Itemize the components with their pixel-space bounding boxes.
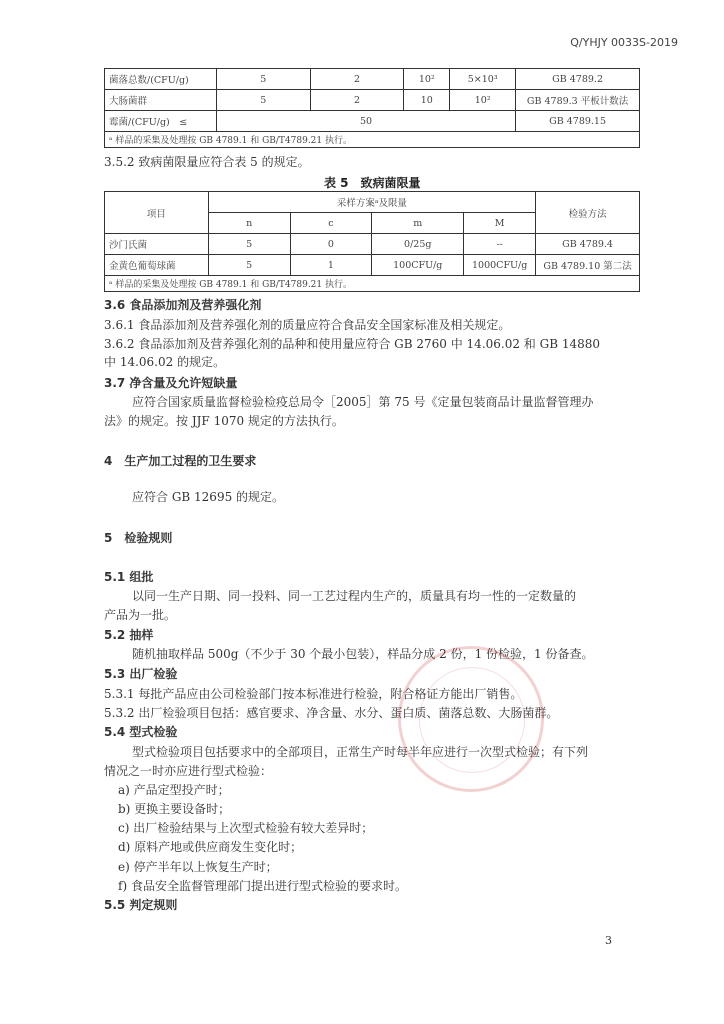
list-item: d) 原料产地或供应商发生变化时； [118,840,303,854]
cell-item: 大肠菌群 [105,90,217,111]
cell-item: 金黄色葡萄球菌 [105,255,209,276]
paragraph-5-1-line2: 产品为一批。 [104,608,177,622]
paragraph-3-6-2-line2: 中 14.06.02 的规定。 [104,355,226,369]
paragraph-3-6-1: 3.6.1 食品添加剂及营养强化剂的质量应符合食品安全国家标准及相关规定。 [104,318,511,332]
cell-n: 5 [216,69,310,90]
paragraph-5-3-1: 5.3.1 每批产品应由公司检验部门按本标准进行检验，附合格证方能出厂销售。 [104,687,523,701]
paragraph-4: 应符合 GB 12695 的规定。 [132,490,285,504]
section-3-6-heading: 3.6 食品添加剂及营养强化剂 [104,298,262,312]
paragraph-5-2: 随机抽取样品 500g（不少于 30 个最小包装），样品分成 2 份，1 份检验，1 份备查。 [132,647,594,661]
table-note: ᵃ 样品的采集及处理按 GB 4789.1 和 GB/T4789.21 执行。 [105,132,640,148]
cell-method: GB 4789.3 平板计数法 [516,90,640,111]
paragraph-3-7-line1: 应符合国家质量监督检验检疫总局令［2005］第 75 号《定量包装商品计量监督管理办 [132,395,594,409]
section-5-4-heading: 5.4 型式检验 [104,725,178,739]
document-code: Q/YHJY 0033S-2019 [570,36,678,49]
header-c: c [290,213,372,234]
cell-method: GB 4789.15 [516,111,640,132]
table-row [105,90,640,111]
cell-m: 10 [404,90,450,111]
cell-M: 5×10³ [450,69,516,90]
paragraph-3-7-line2: 法》的规定。按 JJF 1070 规定的方法执行。 [104,414,344,428]
paragraph-3-6-2-line1: 3.6.2 食品添加剂及营养强化剂的品种和使用量应符合 GB 2760 中 14.06.02 和 GB 14880 [104,337,601,351]
cell-m: 10² [404,69,450,90]
paragraph-5-4-line1: 型式检验项目包括要求中的全部项目，正常生产时每半年应进行一次型式检验；有下列 [132,745,589,759]
cell-m: 100CFU/g [372,255,464,276]
header-method: 检验方法 [536,192,640,234]
section-5-1-heading: 5.1 组批 [104,570,154,584]
paragraph-5-4-line2: 情况之一时亦应进行型式检验： [104,764,273,778]
cell-item: 菌落总数/(CFU/g) [105,69,217,90]
cell-n: 5 [208,234,290,255]
list-item: e) 停产半年以上恢复生产时； [118,860,278,874]
cell-M: 1000CFU/g [464,255,536,276]
cell-item: 霉菌/(CFU/g) ≤ [105,111,217,132]
cell-M: -- [464,234,536,255]
cell-method: GB 4789.2 [516,69,640,90]
cell-n: 5 [208,255,290,276]
table-row [105,255,640,276]
paragraph-5-3-2: 5.3.2 出厂检验项目包括：感官要求、净含量、水分、蛋白质、菌落总数、大肠菌群。 [104,706,559,720]
cell-M: 10² [450,90,516,111]
cell-c: 0 [290,234,372,255]
table-row [105,111,640,132]
cell-method: GB 4789.10 第二法 [536,255,640,276]
header-m: m [372,213,464,234]
cell-limit: 50 [216,111,515,132]
list-item: a) 产品定型投产时； [118,783,230,797]
cell-c: 1 [290,255,372,276]
paragraph-3-5-2: 3.5.2 致病菌限量应符合表 5 的规定。 [104,155,310,169]
cell-c: 2 [310,90,404,111]
microbial-limits-table [104,68,640,148]
cell-m: 0/25g [372,234,464,255]
header-plan: 采样方案ᵃ及限量 [208,192,535,213]
header-n: n [208,213,290,234]
table-note-row [105,132,640,148]
list-item: f) 食品安全监督管理部门提出进行型式检验的要求时。 [118,879,407,893]
company-seal [398,646,544,792]
table-row [105,69,640,90]
table-header-row [105,192,640,213]
section-4-heading: 4 生产加工过程的卫生要求 [104,454,257,468]
header-item: 项目 [105,192,209,234]
section-5-5-heading: 5.5 判定规则 [104,898,178,912]
list-item: c) 出厂检验结果与上次型式检验有较大差异时； [118,821,374,835]
header-M: M [464,213,536,234]
section-5-heading: 5 检验规则 [104,531,173,545]
table-row [105,234,640,255]
cell-c: 2 [310,69,404,90]
table-note: ᵃ 样品的采集及处理按 GB 4789.1 和 GB/T4789.21 执行。 [105,276,640,292]
cell-item: 沙门氏菌 [105,234,209,255]
list-item: b) 更换主要设备时； [118,802,231,816]
cell-method: GB 4789.4 [536,234,640,255]
pathogen-limits-table [104,191,640,292]
table-note-row [105,276,640,292]
section-5-3-heading: 5.3 出厂检验 [104,667,178,681]
section-3-7-heading: 3.7 净含量及允许短缺量 [104,376,238,390]
table5-caption: 表 5 致病菌限量 [324,176,421,190]
paragraph-5-1-line1: 以同一生产日期、同一投料、同一工艺过程内生产的，质量具有均一性的一定数量的 [132,589,577,603]
cell-n: 5 [216,90,310,111]
page-number: 3 [605,934,612,947]
section-5-2-heading: 5.2 抽样 [104,628,154,642]
